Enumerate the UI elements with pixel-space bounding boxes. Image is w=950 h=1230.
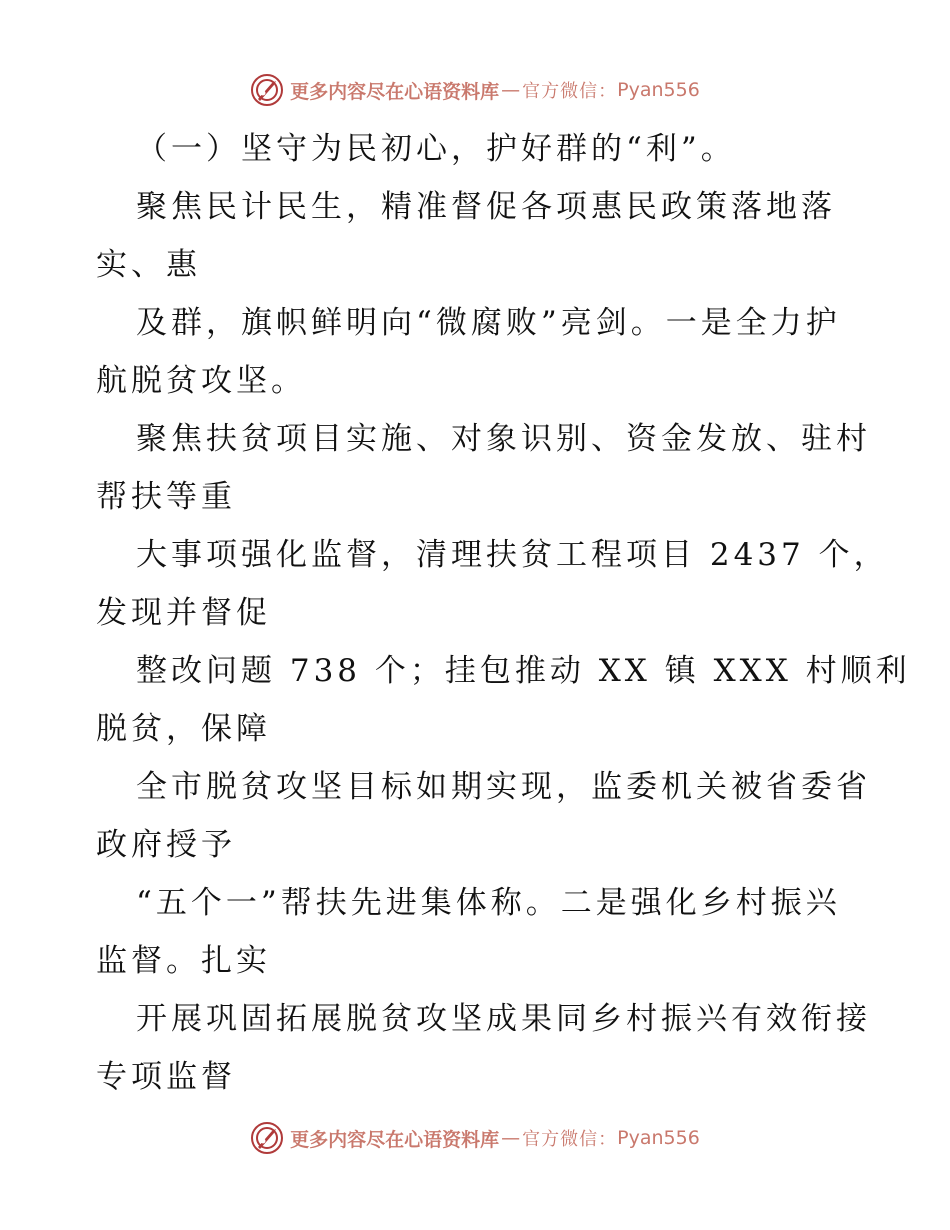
text-line: 及群，旗帜鲜明向“微腐败”亮剑。一是全力护 xyxy=(136,305,841,341)
text-line: 发现并督促 xyxy=(96,595,271,631)
watermark-label: 官方微信： xyxy=(522,1129,618,1150)
watermark-label: 官方微信： xyxy=(522,81,618,102)
watermark-text: 更多内容尽在心语资料库 xyxy=(290,1128,500,1151)
text-line: 开展巩固拓展脱贫攻坚成果同乡村振兴有效衔接 xyxy=(136,1001,871,1037)
footer-watermark xyxy=(0,1118,950,1158)
watermark-text: 更多内容尽在心语资料库 xyxy=(290,80,500,103)
text-line: 专项监督 xyxy=(96,1059,236,1095)
quill-logo-icon xyxy=(250,1121,284,1155)
text-line: 实、惠 xyxy=(96,247,201,283)
watermark-id: Pyan556 xyxy=(617,1127,700,1149)
quill-logo-icon xyxy=(250,73,284,107)
text-line: 政府授予 xyxy=(96,827,236,863)
watermark-id: Pyan556 xyxy=(617,79,700,101)
watermark-separator: — xyxy=(501,1127,521,1149)
text-line: 聚焦扶贫项目实施、对象识别、资金发放、驻村 xyxy=(136,421,871,457)
text-line: 大事项强化监督，清理扶贫工程项目 2437 个， xyxy=(136,537,889,573)
text-line: 聚焦民计民生，精准督促各项惠民政策落地落 xyxy=(136,189,836,225)
document-body xyxy=(96,120,911,1106)
text-line: 全市脱贫攻坚目标如期实现，监委机关被省委省 xyxy=(136,769,871,805)
text-line: 整改问题 738 个；挂包推动 XX 镇 XXX 村顺利 xyxy=(136,653,911,689)
text-line: “五个一”帮扶先进集体称。二是强化乡村振兴 xyxy=(136,885,841,921)
header-watermark xyxy=(0,70,950,110)
text-line: 脱贫，保障 xyxy=(96,711,271,747)
watermark-separator: — xyxy=(501,79,521,101)
text-line: 航脱贫攻坚。 xyxy=(96,363,306,399)
text-line: 监督。扎实 xyxy=(96,943,271,979)
text-line: （一）坚守为民初心，护好群的“利”。 xyxy=(136,131,736,167)
text-line: 帮扶等重 xyxy=(96,479,236,515)
